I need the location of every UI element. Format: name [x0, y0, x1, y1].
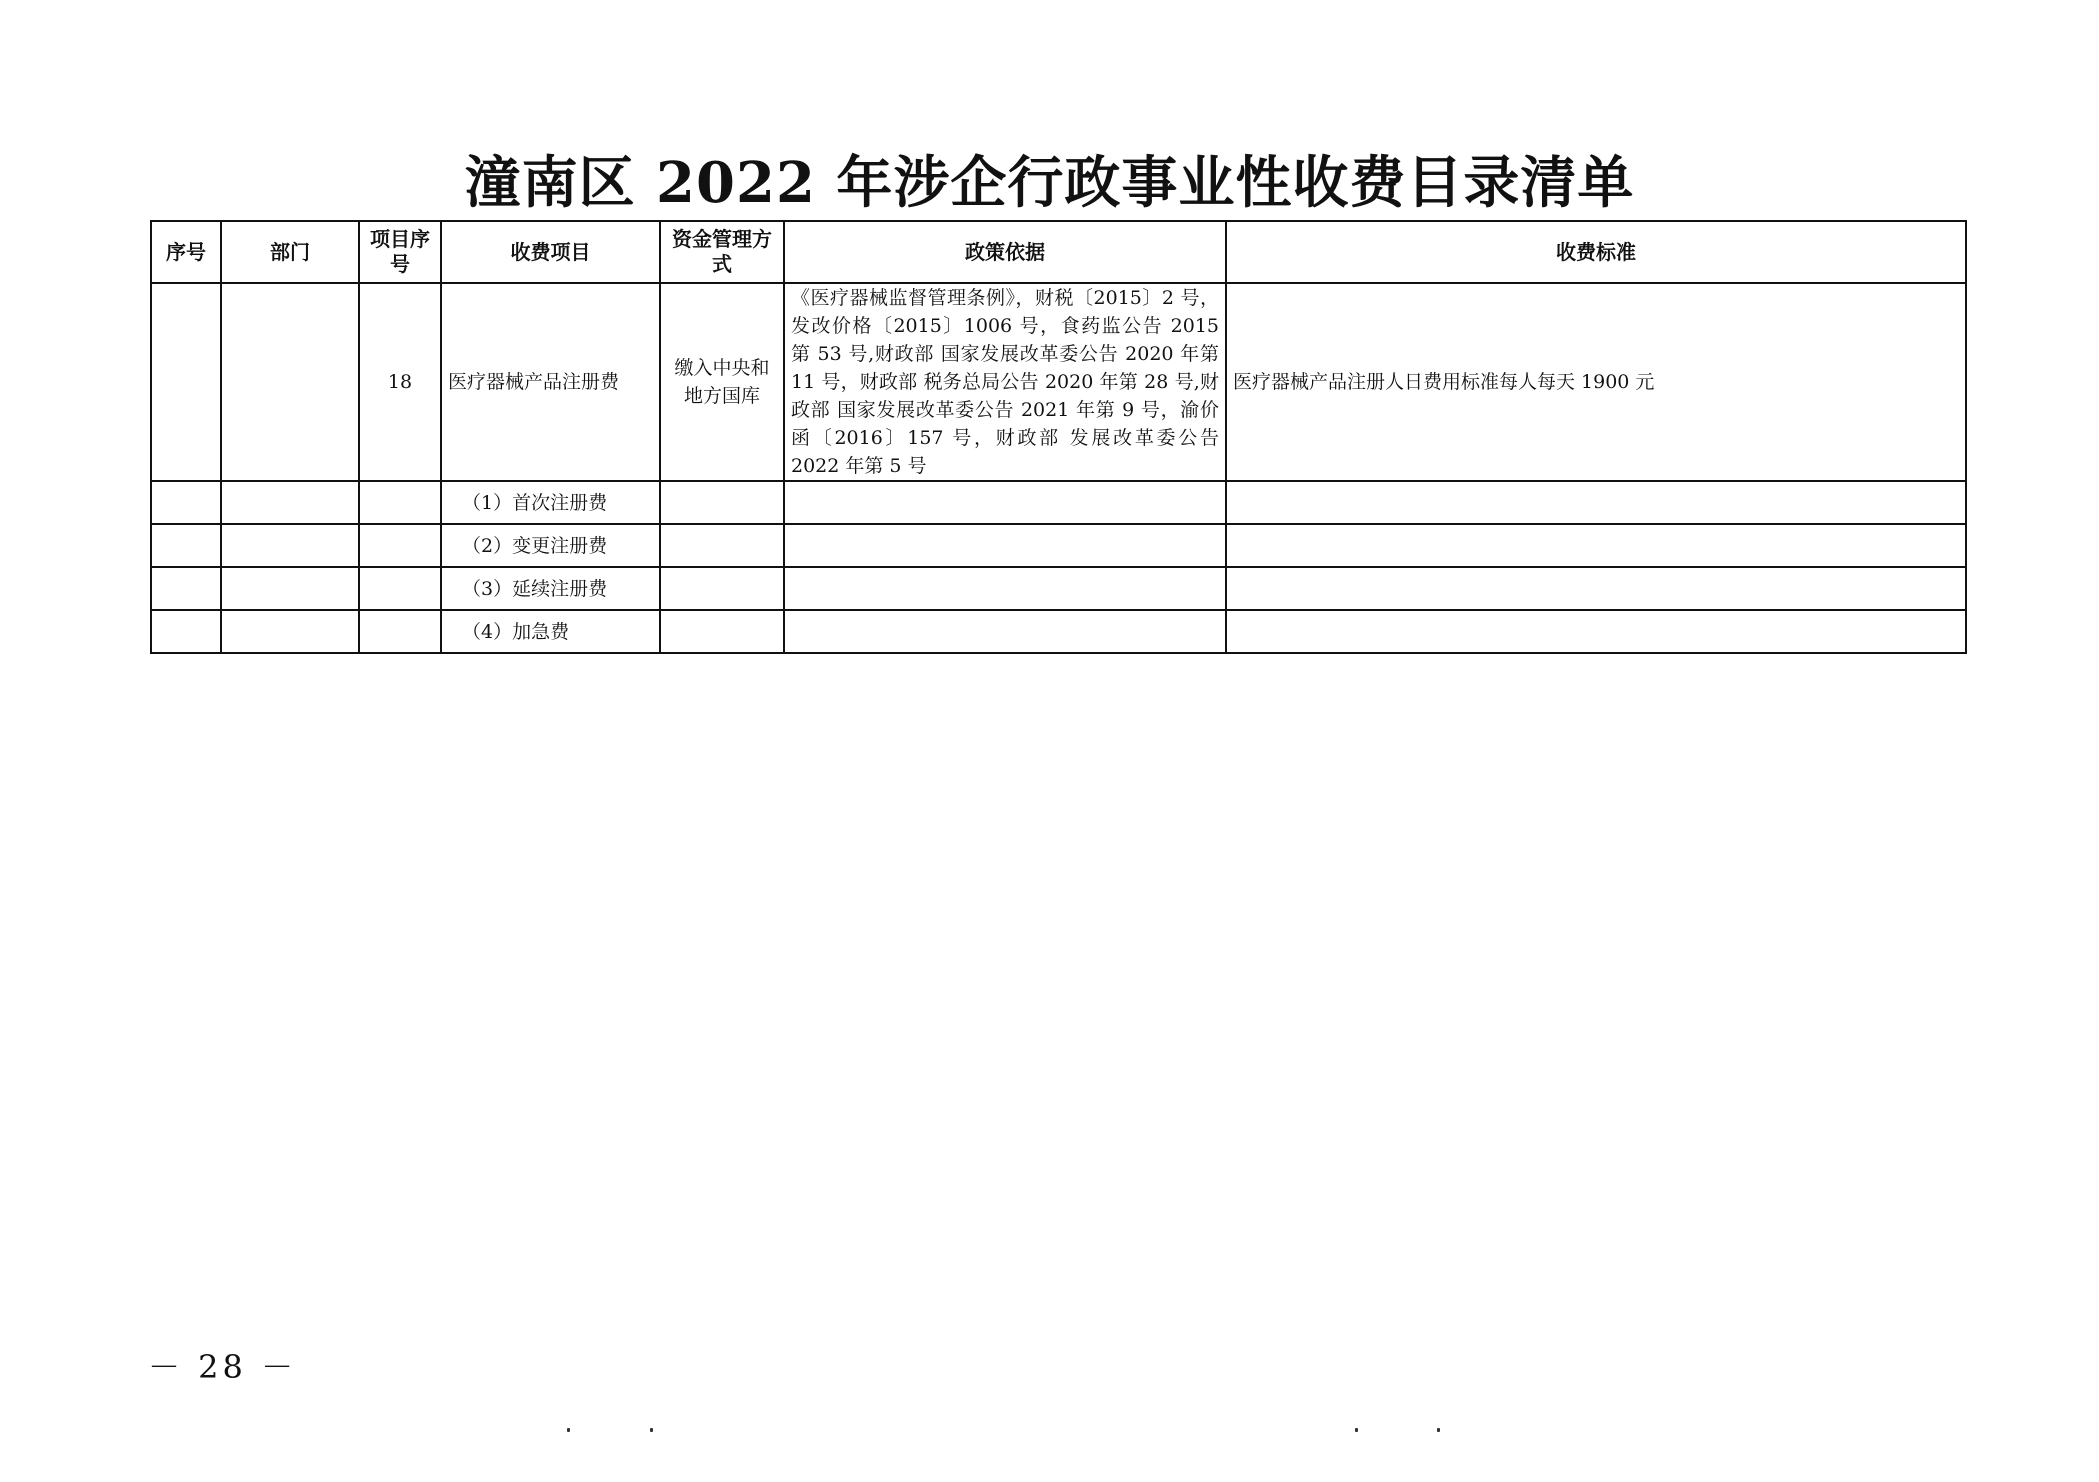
- cell-dept: [221, 283, 359, 481]
- header-item-seq: 项目序号: [359, 221, 441, 283]
- cell-seq: [151, 481, 221, 524]
- cell-fund-mgmt: 缴入中央和地方国库: [660, 283, 784, 481]
- cell-policy: 《医疗器械监督管理条例》，财税〔2015〕2 号，发改价格〔2015〕1006 号，食药监公告 2015 第 53 号,财政部 国家发展改革委公告 2020 年第 11 号，财政部 税务总局公告 2020 年第 28 号,财政部 国家发展改革委公告 2021 年第 9 号，渝价函〔2016〕157 号，财政部 发展改革委公告 2022 年第 5 号: [784, 283, 1226, 481]
- table-row: [151, 283, 1966, 481]
- cell-item-seq: [359, 481, 441, 524]
- cell-standard: [1226, 610, 1966, 653]
- cell-standard: [1226, 481, 1966, 524]
- table-row: [151, 567, 1966, 610]
- scan-speck: [650, 1428, 653, 1432]
- cell-fee-item: （1）首次注册费: [441, 481, 660, 524]
- cell-policy: [784, 567, 1226, 610]
- scan-speck: [567, 1428, 570, 1432]
- header-dept: 部门: [221, 221, 359, 283]
- cell-policy: [784, 610, 1226, 653]
- header-policy: 政策依据: [784, 221, 1226, 283]
- cell-dept: [221, 610, 359, 653]
- page-number: － 28 －: [148, 1348, 298, 1386]
- page-title: 潼南区 2022 年涉企行政事业性收费目录清单: [464, 150, 1635, 216]
- header-standard: 收费标准: [1226, 221, 1966, 283]
- cell-item-seq: [359, 610, 441, 653]
- cell-fund-mgmt: [660, 481, 784, 524]
- cell-standard: [1226, 567, 1966, 610]
- table-row: [151, 610, 1966, 653]
- cell-fee-item: （2）变更注册费: [441, 524, 660, 567]
- header-fund-mgmt: 资金管理方式: [660, 221, 784, 283]
- cell-standard: 医疗器械产品注册人日费用标准每人每天 1900 元: [1226, 283, 1966, 481]
- table-row: [151, 524, 1966, 567]
- header-fee-item: 收费项目: [441, 221, 660, 283]
- cell-item-seq: [359, 567, 441, 610]
- cell-standard: [1226, 524, 1966, 567]
- cell-fee-item: （4）加急费: [441, 610, 660, 653]
- header-seq: 序号: [151, 221, 221, 283]
- cell-seq: [151, 610, 221, 653]
- cell-seq: [151, 567, 221, 610]
- cell-fund-mgmt: [660, 524, 784, 567]
- cell-policy: [784, 481, 1226, 524]
- cell-policy: [784, 524, 1226, 567]
- cell-seq: [151, 524, 221, 567]
- cell-fee-item: （3）延续注册费: [441, 567, 660, 610]
- cell-item-seq: 18: [359, 283, 441, 481]
- cell-dept: [221, 567, 359, 610]
- cell-dept: [221, 481, 359, 524]
- table-row: [151, 481, 1966, 524]
- cell-dept: [221, 524, 359, 567]
- scan-speck: [1355, 1428, 1358, 1432]
- cell-fund-mgmt: [660, 610, 784, 653]
- cell-seq: [151, 283, 221, 481]
- cell-fee-item: 医疗器械产品注册费: [441, 283, 660, 481]
- cell-item-seq: [359, 524, 441, 567]
- table-header-row: [151, 221, 1966, 283]
- cell-fund-mgmt: [660, 567, 784, 610]
- scan-speck: [1437, 1428, 1440, 1432]
- fee-catalog-table: [150, 220, 1967, 654]
